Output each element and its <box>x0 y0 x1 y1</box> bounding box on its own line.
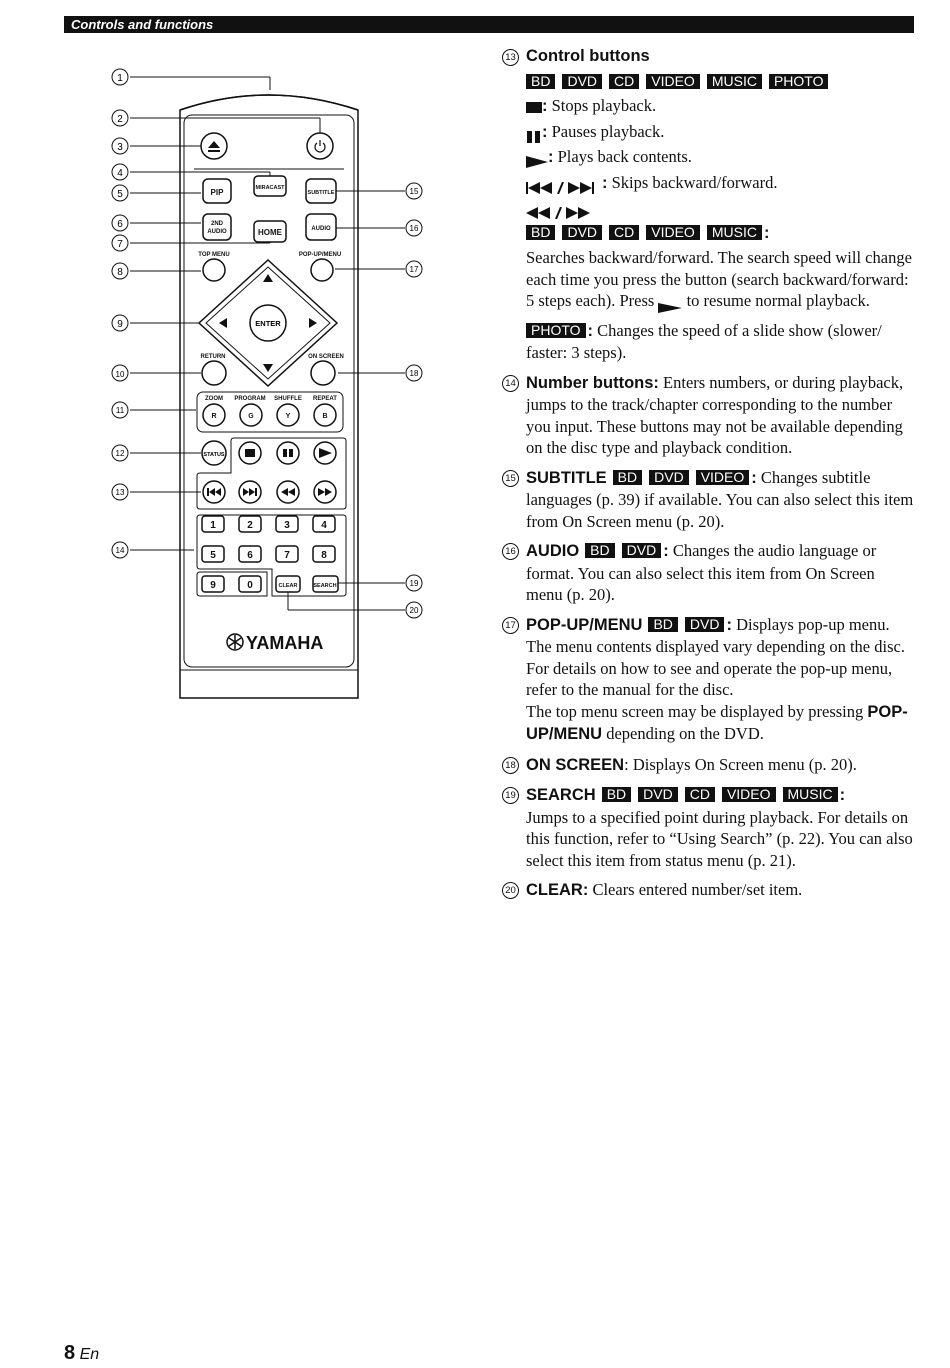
callout-4 <box>112 164 128 180</box>
second-audio-button[interactable] <box>203 214 231 240</box>
callout-6 <box>112 215 128 231</box>
callout-18 <box>406 365 422 381</box>
skip-description: : Skips backward/forward. <box>526 172 914 195</box>
stop-icon <box>245 449 255 457</box>
item-20: 20 CLEAR: Clears entered number/set item. <box>502 879 914 902</box>
top-menu-button[interactable] <box>203 259 225 281</box>
pip-button[interactable] <box>203 179 231 203</box>
eject-button[interactable] <box>201 133 227 159</box>
play-button[interactable] <box>314 442 336 464</box>
item-13-title: Control buttons <box>526 47 650 65</box>
callout-15 <box>406 183 422 199</box>
description-column <box>502 46 914 910</box>
svg-text:8: 8 <box>117 267 123 278</box>
svg-text:G: G <box>248 413 254 420</box>
red-button[interactable] <box>203 404 225 426</box>
search-button[interactable] <box>313 576 338 592</box>
svg-text:4: 4 <box>321 520 327 531</box>
svg-text:R: R <box>211 413 217 420</box>
popup-menu-button[interactable] <box>311 259 333 281</box>
svg-text:SHUFFLE: SHUFFLE <box>274 396 302 402</box>
svg-text:4: 4 <box>117 168 123 179</box>
audio-button[interactable] <box>306 214 336 240</box>
svg-text:AUDIO: AUDIO <box>311 226 331 232</box>
page-number: 8 En <box>64 1342 100 1364</box>
top-menu-label: TOP MENU <box>198 252 230 258</box>
stop-description: : Stops playback. <box>526 95 914 118</box>
clear-button[interactable] <box>276 576 300 592</box>
svg-text:8: 8 <box>321 550 327 561</box>
svg-text:PIP: PIP <box>210 188 224 197</box>
svg-text:2ND: 2ND <box>210 221 224 227</box>
on-screen-label: ON SCREEN <box>308 354 344 360</box>
svg-text:ZOOM: ZOOM <box>205 396 223 402</box>
svg-text:19: 19 <box>409 579 419 588</box>
callout-10 <box>112 365 128 381</box>
section-title: Controls and functions <box>71 17 214 32</box>
svg-text:15: 15 <box>409 187 419 196</box>
pause-icon <box>526 127 542 139</box>
svg-text:3: 3 <box>117 142 123 153</box>
svg-text:B: B <box>322 413 328 420</box>
digit-0-button[interactable] <box>239 576 261 592</box>
svg-text:3: 3 <box>284 520 290 531</box>
green-button[interactable] <box>240 404 262 426</box>
item-16: 16 AUDIO BD DVD : Changes the audio language or format. You can also select this item from On Screen menu (p. 20). <box>502 540 914 606</box>
svg-text:AUDIO: AUDIO <box>207 229 227 235</box>
callout-20 <box>406 602 422 618</box>
pause-description: : Pauses playback. <box>526 121 914 144</box>
return-button[interactable] <box>202 361 226 385</box>
callout-12 <box>112 445 128 461</box>
svg-text:9: 9 <box>117 319 123 330</box>
svg-text:17: 17 <box>409 265 419 274</box>
item-15: 15 SUBTITLE BD DVD VIDEO : Changes subtitle languages (p. 39) if available. You can also select this item from On Screen menu (p. 20). <box>502 467 914 533</box>
stop-button[interactable] <box>239 442 261 464</box>
search-fwd-back-icon <box>526 203 604 215</box>
skip-forward-button[interactable] <box>239 481 261 503</box>
svg-text:7: 7 <box>284 550 290 561</box>
svg-text:1: 1 <box>210 520 216 531</box>
digit-1-button[interactable] <box>202 516 224 532</box>
pause-icon <box>283 449 287 457</box>
popup-menu-label: POP-UP/MENU <box>298 252 342 258</box>
svg-text:PROGRAM: PROGRAM <box>234 396 266 402</box>
digit-7-button[interactable] <box>276 546 298 562</box>
remote-illustration <box>100 60 440 720</box>
svg-text:5: 5 <box>117 189 123 200</box>
skip-back-button[interactable] <box>203 481 225 503</box>
svg-text:6: 6 <box>247 550 253 561</box>
digit-5-button[interactable] <box>202 546 224 562</box>
svg-text:CLEAR: CLEAR <box>278 583 298 589</box>
callout-1 <box>112 69 128 85</box>
home-button[interactable] <box>254 221 286 242</box>
item-13-tags: BD DVD CD VIDEO MUSIC PHOTO <box>526 71 914 93</box>
callout-2 <box>112 110 128 126</box>
return-label: RETURN <box>200 354 226 360</box>
svg-text:20: 20 <box>409 606 419 615</box>
callout-14 <box>112 542 128 558</box>
svg-text:ENTER: ENTER <box>255 319 281 328</box>
svg-text:REPEAT: REPEAT <box>313 396 337 402</box>
svg-text:2: 2 <box>117 114 123 125</box>
svg-text:HOME: HOME <box>258 228 282 237</box>
play-icon <box>658 297 682 307</box>
pause-button[interactable] <box>277 442 299 464</box>
svg-text:18: 18 <box>409 369 419 378</box>
callout-8 <box>112 263 128 279</box>
on-screen-button[interactable] <box>311 361 335 385</box>
digit-4-button[interactable] <box>313 516 335 532</box>
search-tags: BD DVD CD VIDEO MUSIC : <box>526 222 914 245</box>
rewind-button[interactable] <box>277 481 299 503</box>
photo-description: PHOTO : Changes the speed of a slide show (slower/ faster: 3 steps). <box>526 320 882 362</box>
callout-16 <box>406 220 422 236</box>
item-19: 19 SEARCH BD DVD CD VIDEO MUSIC : Jumps to a specified point during playback. For details on this function, refer to “Using Search” (p. 22). You can also select this item from status menu (p. 21). <box>502 784 914 871</box>
callout-3 <box>112 138 128 154</box>
svg-text:11: 11 <box>115 406 125 415</box>
stop-icon <box>526 102 542 113</box>
subtitle-button[interactable] <box>306 179 336 203</box>
svg-text:0: 0 <box>247 580 253 591</box>
digit-3-button[interactable] <box>276 516 298 532</box>
svg-text:5: 5 <box>210 550 216 561</box>
svg-text:YAMAHA: YAMAHA <box>246 633 324 653</box>
section-header-bar <box>64 16 914 33</box>
svg-text:12: 12 <box>115 449 125 458</box>
callout-17 <box>406 261 422 277</box>
callout-7 <box>112 235 128 251</box>
callout-11 <box>112 402 128 418</box>
svg-text:13: 13 <box>115 488 125 497</box>
svg-text:STATUS: STATUS <box>203 452 225 458</box>
miracast-button[interactable] <box>254 176 286 196</box>
digit-9-button[interactable] <box>202 576 224 592</box>
item-13: 13 Control buttons BD DVD CD VIDEO MUSIC PHOTO : Stops playback. : Pauses playback. : Plays back contents. : Skips backward/forward. BD DVD CD VIDEO MUSIC : Searches backward/forward. The search speed will change each time you press the button (search backward/forward: 5 steps each). Press to resume normal playback. PHOTO : Changes the speed of a slide show (slower/ faster: 3 steps). <box>502 46 914 364</box>
item-17: 17 POP-UP/MENU BD DVD : Displays pop-up menu. The menu contents displayed vary depending on the disc. For details on how to see and operate the pop-up menu, refer to the manual for the disc. The top menu screen may be displayed by pressing POP-UP/MENU depending on the DVD. <box>502 614 914 746</box>
svg-text:SEARCH: SEARCH <box>313 583 337 589</box>
callout-19 <box>406 575 422 591</box>
svg-text:MIRACAST: MIRACAST <box>255 185 285 191</box>
status-button[interactable] <box>202 441 226 465</box>
fast-forward-button[interactable] <box>314 481 336 503</box>
power-button[interactable] <box>307 133 333 159</box>
item-18: 18 ON SCREEN: Displays On Screen menu (p. 20). <box>502 754 914 777</box>
item-14: 14 Number buttons: Enters numbers, or during playback, jumps to the track/chapter corresponding to the number you input. These buttons may not be available depending on the disc type and playback condition. <box>502 372 914 459</box>
yellow-button[interactable] <box>277 404 299 426</box>
digit-8-button[interactable] <box>313 546 335 562</box>
blue-button[interactable] <box>314 404 336 426</box>
svg-text:6: 6 <box>117 219 123 230</box>
play-icon <box>526 152 548 164</box>
svg-text:1: 1 <box>117 73 123 84</box>
search-description: Searches backward/forward. The search speed will change each time you press the button (search backward/forward: 5 steps each). Press to resume normal playback. <box>526 247 914 312</box>
digit-2-button[interactable] <box>239 516 261 532</box>
digit-6-button[interactable] <box>239 546 261 562</box>
svg-text:14: 14 <box>115 546 125 555</box>
svg-text:Y: Y <box>285 413 291 420</box>
svg-text:SUBTITLE: SUBTITLE <box>307 190 335 196</box>
callout-13 <box>112 484 128 500</box>
callout-5 <box>112 185 128 201</box>
search-fwd-back-icon-line <box>526 197 914 219</box>
play-description: : Plays back contents. <box>526 146 914 169</box>
svg-text:7: 7 <box>117 239 123 250</box>
svg-text:16: 16 <box>409 224 419 233</box>
skip-icon <box>526 178 602 190</box>
svg-text:10: 10 <box>115 370 125 379</box>
svg-text:2: 2 <box>247 520 253 531</box>
svg-text:9: 9 <box>210 580 216 591</box>
callout-9 <box>112 315 128 331</box>
